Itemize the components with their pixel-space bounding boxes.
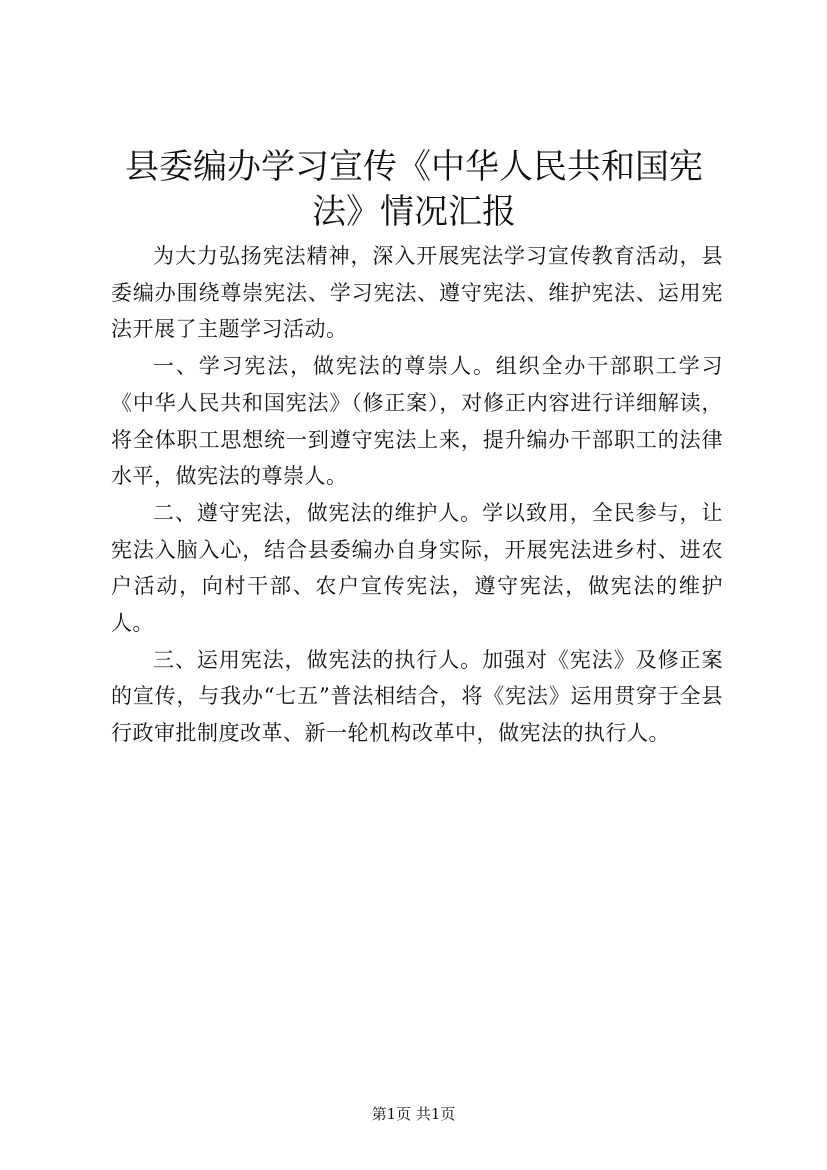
section-two-paragraph: 二、遵守宪法，做宪法的维护人。学以致用，全民参与，让宪法入脑入心，结合县委编办自身实际，开展宪法进乡村、进农户活动，向村干部、农户宣传宪法，遵守宪法，做宪法的维护人。 xyxy=(111,500,723,636)
section-three-paragraph: 三、运用宪法，做宪法的执行人。加强对《宪法》及修正案的宣传，与我办“七五”普法相结合，将《宪法》运用贯穿于全县行政审批制度改革、新一轮机构改革中，做宪法的执行人。 xyxy=(111,647,723,746)
document-title: 县委编办学习宣传《中华人民共和国宪法》情况汇报 xyxy=(125,147,703,232)
intro-paragraph: 为大力弘扬宪法精神，深入开展宪法学习宣传教育活动，县委编办围绕尊崇宪法、学习宪法、遵守宪法、维护宪法、运用宪法开展了主题学习活动。 xyxy=(111,244,723,342)
document-body xyxy=(111,238,723,752)
page-footer: 第1页 共1页 xyxy=(371,1105,456,1123)
section-one-paragraph: 一、学习宪法，做宪法的尊崇人。组织全办干部职工学习《中华人民共和国宪法》（修正案），对修正内容进行详细解读，将全体职工思想统一到遵守宪法上来，提升编办干部职工的法律水平，做宪法的尊崇人。 xyxy=(111,354,723,489)
